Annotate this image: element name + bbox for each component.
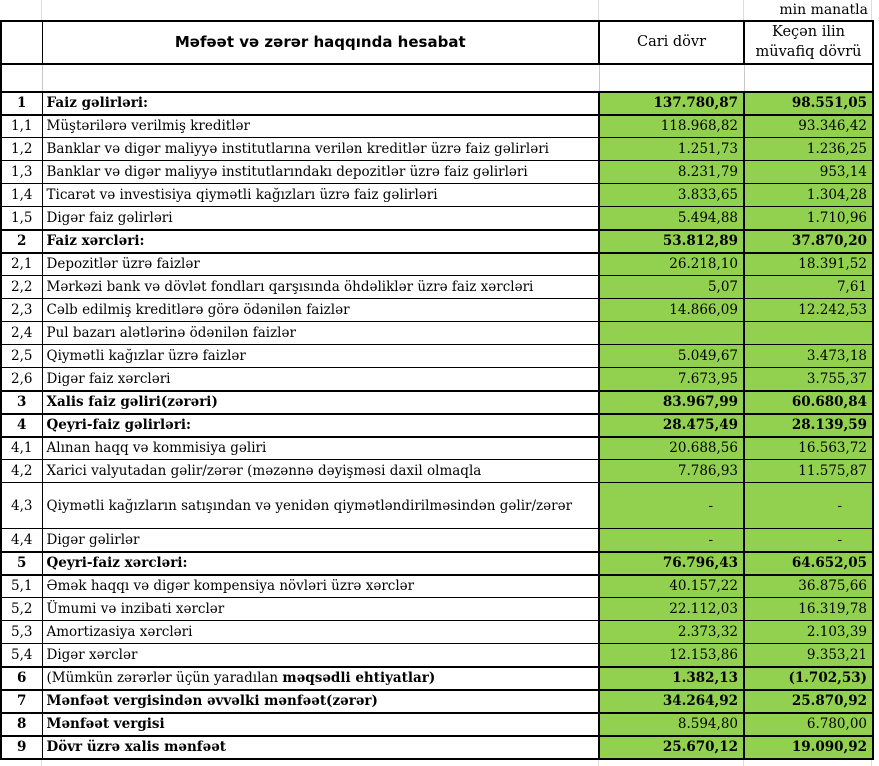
row-label-cell [42, 644, 599, 667]
header-current-period: Cari dövr [599, 21, 744, 64]
current-value-cell: 28.475,49 [599, 414, 744, 437]
row-number-cell: 8 [1, 713, 42, 736]
table-row [1, 713, 873, 736]
row-label-text: Amortizasiya xərcləri [46, 624, 193, 641]
previous-value-cell: 3.755,37 [744, 368, 873, 391]
previous-value-cell: 3.473,18 [744, 345, 873, 368]
row-label-text: Qiymətli kağızların satışından və yenidən qiymətləndirilməsindən gəlir/zərər [46, 497, 573, 514]
units-row [0, 0, 872, 20]
pl-table [0, 20, 874, 760]
row-number-cell: 2,2 [1, 276, 42, 299]
previous-value-cell: 19.090,92 [744, 736, 873, 759]
previous-value-cell: 11.575,87 [744, 460, 873, 483]
table-row [1, 184, 873, 207]
row-number-cell: 6 [1, 667, 42, 690]
table-row [1, 598, 873, 621]
previous-value-cell: 36.875,66 [744, 575, 873, 598]
row-label-cell [42, 138, 599, 161]
table-row [1, 552, 873, 575]
row-label-text: Banklar və digər maliyyə institutlarındakı depozitlər üzrə faiz gəlirləri [46, 164, 528, 181]
current-value-cell: 34.264,92 [599, 690, 744, 713]
previous-value-cell: 7,61 [744, 276, 873, 299]
row-number-cell: 5,1 [1, 575, 42, 598]
row-label-cell [42, 483, 599, 529]
row-label-cell [42, 437, 599, 460]
table-row [1, 92, 873, 115]
row-label-text: Qeyri-faiz gəlirləri: [46, 417, 191, 434]
previous-value-cell: 6.780,00 [744, 713, 873, 736]
previous-value-cell: - [744, 529, 873, 552]
table-row [1, 391, 873, 414]
table-row [1, 483, 873, 529]
row-label-cell [42, 276, 599, 299]
row-number-cell: 3 [1, 391, 42, 414]
row-number-cell: 5,3 [1, 621, 42, 644]
row-label-text: Banklar və digər maliyyə institutlarına verilən kreditlər üzrə faiz gəlirləri [46, 141, 549, 158]
current-value-cell: 83.967,99 [599, 391, 744, 414]
previous-value-cell: 1.304,28 [744, 184, 873, 207]
row-label-text: Depozitlər üzrə faizlər [46, 256, 200, 273]
spacer-cell [1, 64, 42, 92]
row-number-cell: 1,1 [1, 115, 42, 138]
current-value-cell: 1.382,13 [599, 667, 744, 690]
row-label-text: Pul bazarı alətlərinə ödənilən faizlər [46, 325, 296, 342]
row-number-cell: 4,3 [1, 483, 42, 529]
header-previous-line1: Keçən ilin [772, 24, 845, 40]
row-label-text: (Mümkün zərərlər üçün yaradılan [46, 670, 283, 687]
previous-value-cell: 9.353,21 [744, 644, 873, 667]
current-value-cell: 53.812,89 [599, 230, 744, 253]
table-row [1, 736, 873, 759]
row-number-cell: 1,2 [1, 138, 42, 161]
row-label-text: Alınan haqq və kommisiya gəliri [46, 440, 267, 457]
previous-value-cell: 37.870,20 [744, 230, 873, 253]
row-label-cell [42, 345, 599, 368]
previous-value-cell: 16.319,78 [744, 598, 873, 621]
spacer-cell [42, 64, 599, 92]
row-label-text: Ticarət və investisiya qiymətli kağızları üzrə faiz gəlirləri [46, 187, 438, 204]
previous-value-cell [744, 322, 873, 345]
row-label-cell [42, 253, 599, 276]
table-row [1, 161, 873, 184]
row-label-text: Faiz gəlirləri: [46, 95, 148, 112]
row-number-cell: 2,1 [1, 253, 42, 276]
row-label-text: Qeyri-faiz xərcləri: [46, 555, 188, 572]
previous-value-cell: - [744, 483, 873, 529]
row-label-cell [42, 552, 599, 575]
current-value-cell: 8.231,79 [599, 161, 744, 184]
row-label-cell [42, 368, 599, 391]
row-number-cell: 9 [1, 736, 42, 759]
previous-value-cell: 953,14 [744, 161, 873, 184]
row-label-cell [42, 230, 599, 253]
table-row [1, 207, 873, 230]
row-label-text: Dövr üzrə xalis mənfəət [46, 739, 227, 756]
table-row [1, 667, 873, 690]
row-label-text: Digər gəlirlər [46, 531, 140, 548]
header-corner-cell [1, 21, 42, 64]
row-label-cell [42, 529, 599, 552]
row-number-cell: 2,5 [1, 345, 42, 368]
row-label-cell [42, 391, 599, 414]
previous-value-cell: 93.346,42 [744, 115, 873, 138]
table-row [1, 414, 873, 437]
header-row [1, 21, 873, 64]
row-label-cell [42, 713, 599, 736]
row-label-cell [42, 414, 599, 437]
table-body [1, 92, 873, 759]
current-value-cell: 40.157,22 [599, 575, 744, 598]
row-label-cell [42, 621, 599, 644]
table-row [1, 276, 873, 299]
current-value-cell: 25.670,12 [599, 736, 744, 759]
current-value-cell: 2.373,32 [599, 621, 744, 644]
row-label-cell [42, 299, 599, 322]
row-label-cell [42, 207, 599, 230]
row-number-cell: 4,2 [1, 460, 42, 483]
current-value-cell: 20.688,56 [599, 437, 744, 460]
row-number-cell: 1,5 [1, 207, 42, 230]
previous-value-cell: 16.563,72 [744, 437, 873, 460]
current-value-cell [599, 322, 744, 345]
previous-value-cell: (1.702,53) [744, 667, 873, 690]
table-row [1, 621, 873, 644]
units-label: min manatla [779, 2, 868, 18]
row-label-cell [42, 575, 599, 598]
row-number-cell: 1 [1, 92, 42, 115]
previous-value-cell: 64.652,05 [744, 552, 873, 575]
table-row [1, 322, 873, 345]
row-label-cell [42, 161, 599, 184]
table-row [1, 138, 873, 161]
row-label-bold-text: məqsədli ehtiyatlar) [282, 670, 436, 687]
current-value-cell: 76.796,43 [599, 552, 744, 575]
row-label-text: Mənfəət vergisindən əvvəlki mənfəət(zərər) [46, 693, 378, 710]
row-number-cell: 2,3 [1, 299, 42, 322]
row-label-text: Müştərilərə verilmiş kreditlər [46, 118, 250, 135]
row-label-text: Faiz xərcləri: [46, 233, 145, 250]
current-value-cell: - [599, 483, 744, 529]
table-row [1, 437, 873, 460]
table-row [1, 230, 873, 253]
previous-value-cell: 1.236,25 [744, 138, 873, 161]
header-previous-line2: müvafiq dövrü [755, 44, 862, 61]
row-label-text: Ümumi və inzibati xərclər [46, 601, 225, 618]
row-number-cell: 2,4 [1, 322, 42, 345]
previous-value-cell: 60.680,84 [744, 391, 873, 414]
row-label-text: Digər xərclər [46, 646, 138, 663]
current-value-cell: 3.833,65 [599, 184, 744, 207]
row-label-text: Xalis faiz gəliri(zərəri) [46, 394, 218, 411]
current-value-cell: 1.251,73 [599, 138, 744, 161]
row-number-cell: 7 [1, 690, 42, 713]
previous-value-cell: 28.139,59 [744, 414, 873, 437]
table-row [1, 460, 873, 483]
table-row [1, 575, 873, 598]
row-label-cell [42, 598, 599, 621]
current-value-cell: 5,07 [599, 276, 744, 299]
gridline [598, 0, 599, 20]
current-value-cell: 7.786,93 [599, 460, 744, 483]
previous-value-cell: 98.551,05 [744, 92, 873, 115]
current-value-cell: 8.594,80 [599, 713, 744, 736]
current-value-cell: 14.866,09 [599, 299, 744, 322]
row-number-cell: 2,6 [1, 368, 42, 391]
previous-value-cell: 25.870,92 [744, 690, 873, 713]
current-value-cell: 118.968,82 [599, 115, 744, 138]
row-number-cell: 5,4 [1, 644, 42, 667]
table-row [1, 690, 873, 713]
table-row [1, 345, 873, 368]
row-number-cell: 4,1 [1, 437, 42, 460]
row-number-cell: 5 [1, 552, 42, 575]
row-label-text: Qiymətli kağızlar üzrə faizlər [46, 348, 246, 365]
current-value-cell: 5.494,88 [599, 207, 744, 230]
current-value-cell: 26.218,10 [599, 253, 744, 276]
table-title: Məfəət və zərər haqqında hesabat [42, 21, 599, 64]
current-value-cell: 137.780,87 [599, 92, 744, 115]
row-label-cell [42, 322, 599, 345]
gridline [743, 0, 744, 20]
previous-value-cell: 1.710,96 [744, 207, 873, 230]
current-value-cell: 12.153,86 [599, 644, 744, 667]
row-number-cell: 1,4 [1, 184, 42, 207]
current-value-cell: 7.673,95 [599, 368, 744, 391]
row-number-cell: 1,3 [1, 161, 42, 184]
row-label-cell [42, 184, 599, 207]
row-label-text: Əmək haqqı və digər kompensiya növləri üzrə xərclər [46, 578, 415, 595]
table-row [1, 368, 873, 391]
row-number-cell: 5,2 [1, 598, 42, 621]
row-label-text: Digər faiz gəlirləri [46, 209, 173, 226]
row-label-cell [42, 667, 599, 690]
table-row [1, 115, 873, 138]
row-label-cell [42, 690, 599, 713]
row-label-cell [42, 92, 599, 115]
row-label-text: Digər faiz xərcləri [46, 370, 171, 387]
row-label-cell [42, 460, 599, 483]
row-label-text: Cəlb edilmiş kreditlərə görə ödənilən faizlər [46, 302, 350, 319]
spacer-row [1, 64, 873, 92]
gridline [41, 0, 42, 20]
row-number-cell: 4 [1, 414, 42, 437]
row-number-cell: 4,4 [1, 529, 42, 552]
table-row [1, 529, 873, 552]
row-label-cell [42, 115, 599, 138]
table-row [1, 253, 873, 276]
table-row [1, 299, 873, 322]
row-label-cell [42, 736, 599, 759]
row-label-text: Mənfəət vergisi [46, 716, 165, 733]
header-previous-period [744, 21, 873, 64]
current-value-cell: 5.049,67 [599, 345, 744, 368]
gridline [871, 0, 872, 20]
previous-value-cell: 18.391,52 [744, 253, 873, 276]
spacer-cell [599, 64, 744, 92]
row-number-cell: 2 [1, 230, 42, 253]
previous-value-cell: 2.103,39 [744, 621, 873, 644]
row-label-text: Mərkəzi bank və dövlət fondları qarşısında öhdəliklər üzrə faiz xərcləri [46, 279, 534, 296]
table-row [1, 644, 873, 667]
current-value-cell: 22.112,03 [599, 598, 744, 621]
current-value-cell: - [599, 529, 744, 552]
previous-value-cell: 12.242,53 [744, 299, 873, 322]
spacer-cell [744, 64, 873, 92]
row-label-text: Xarici valyutadan gəlir/zərər (məzənnə dəyişməsi daxil olmaqla [46, 463, 482, 480]
